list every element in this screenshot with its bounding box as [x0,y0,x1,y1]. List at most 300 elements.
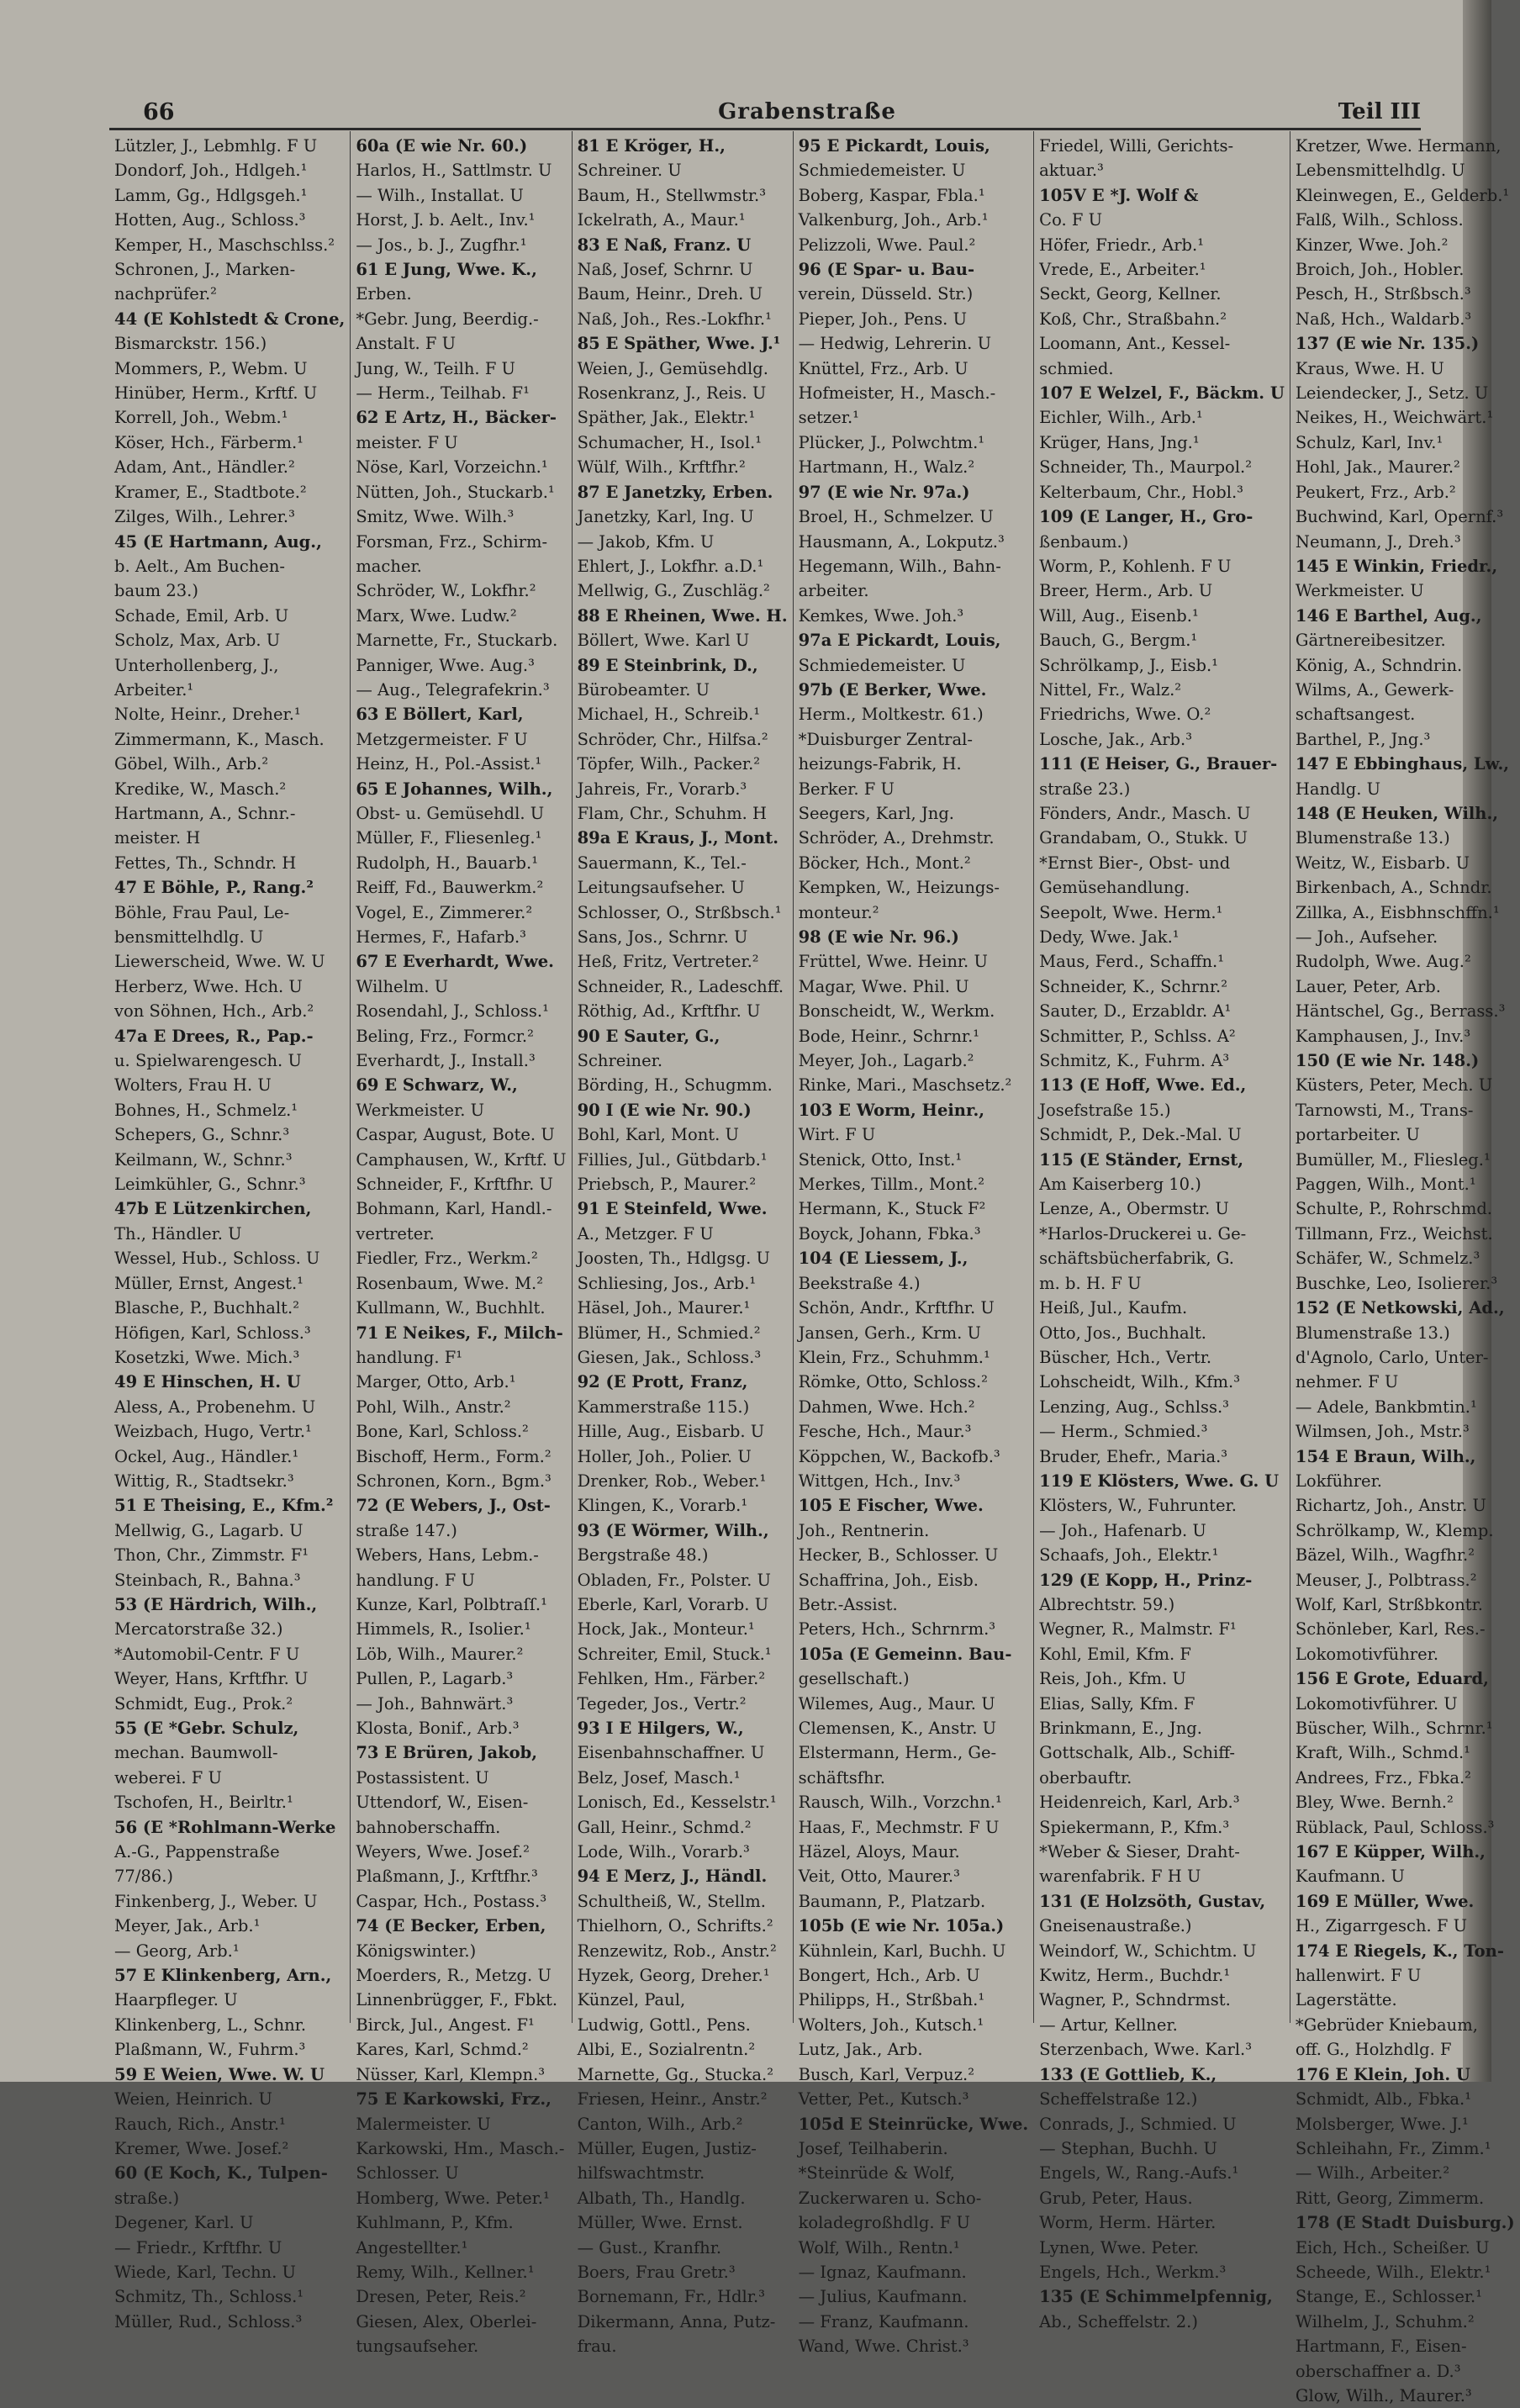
directory-entry: Fillies, Jul., Gütbdarb.¹ [577,1149,768,1170]
directory-entry: Heidenreich, Karl, Arb.³ [1039,1793,1240,1813]
directory-entry: 129 (E Kopp, H., Prinz- [1039,1570,1253,1590]
directory-entry: Tegeder, Jos., Vertr.² [577,1693,747,1714]
directory-entry: Barthel, P., Jng.³ [1295,729,1431,749]
directory-entry: Herm., Moltkestr. 61.) [798,705,984,725]
directory-entry: Schröder, Chr., Hilfsa.² [577,729,768,749]
directory-entry: Göbel, Wilh., Arb.² [114,754,269,774]
directory-entry: *Harlos-Druckerei u. Ge- [1039,1223,1247,1244]
directory-entry: 56 (E *Rohlmann-Werke [114,1817,336,1837]
directory-entry: 45 (E Hartmann, Aug., [114,531,322,552]
directory-entry: Schröder, A., Drehmstr. [798,828,995,848]
directory-entry: Beling, Frz., Formcr.² [356,1026,534,1046]
directory-entry: 75 E Karkowski, Frz., [356,2089,552,2110]
directory-entry: Degener, Karl. U [114,2213,254,2233]
directory-entry: Obst- u. Gemüsehdl. U [356,803,545,823]
directory-entry: Holler, Joh., Polier. U [577,1446,752,1466]
directory-entry: 90 E Sauter, G., [577,1026,720,1046]
directory-entry: 90 I (E wie Nr. 90.) [577,1100,752,1120]
directory-entry: 119 E Klösters, Wwe. G. U [1039,1471,1280,1491]
directory-entry: gesellschaft.) [798,1669,910,1689]
directory-entry: Eisenbahnschaffner. U [577,1743,765,1763]
directory-entry: Homberg, Wwe. Peter.¹ [356,2188,550,2208]
directory-entry: Wessel, Hub., Schloss. U [114,1249,320,1269]
directory-entry: Rudolph, H., Bauarb.¹ [356,853,539,873]
directory-entry: Naß, Joh., Res.-Lokfhr.¹ [577,309,772,329]
directory-entry: Smitz, Wwe. Wilh.³ [356,507,515,527]
directory-entry: Brinkmann, E., Jng. [1039,1719,1202,1738]
directory-entry: Elstermann, Herm., Ge- [798,1743,997,1763]
directory-entry: vertreter. [356,1223,435,1244]
directory-entry: Giesen, Jak., Schloss.³ [577,1347,762,1367]
directory-entry: Kunze, Karl, Polbtraſſ.¹ [356,1594,547,1614]
directory-entry: schaftsangest. [1295,705,1416,725]
directory-entry: 60a (E wie Nr. 60.) [356,136,528,156]
directory-entry: — Jakob, Kfm. U [577,531,715,552]
directory-entry: Bonscheidt, W., Werkm. [798,1001,995,1022]
directory-entry: 62 E Artz, H., Bäcker- [356,408,557,428]
directory-entry: Eberle, Karl, Vorarb. U [577,1594,769,1614]
directory-entry: Wolters, Joh., Kutsch.¹ [798,2015,984,2035]
directory-entry: weberei. F U [114,1767,222,1788]
directory-entry: Reis, Joh., Kfm. U [1039,1669,1186,1689]
directory-entry: warenfabrik. F H U [1039,1867,1201,1887]
directory-entry: 154 E Braun, Wilh., [1295,1446,1476,1466]
directory-entry: 47a E Drees, R., Pap.- [114,1026,314,1046]
directory-entry: 109 (E Langer, H., Gro- [1039,507,1253,527]
directory-entry: *Duisburger Zentral- [798,729,973,749]
directory-entry: Kares, Karl, Schmd.² [356,2040,529,2060]
directory-entry: Glow, Wilh., Maurer.³ [1295,2385,1472,2405]
directory-entry: 105 E Fischer, Wwe. [798,1496,984,1516]
directory-entry: Mercatorstraße 32.) [114,1619,283,1640]
directory-entry: Dondorf, Joh., Hdlgeh.¹ [114,161,308,181]
directory-entry: Rauch, Rich., Anstr.¹ [114,2114,286,2134]
directory-entry: 176 E Klein, Joh. U [1295,2064,1470,2084]
directory-entry: Werkmeister. U [356,1100,485,1120]
directory-entry: Blümer, H., Schmied.² [577,1323,761,1343]
directory-entry: Maus, Ferd., Schaffn.¹ [1039,952,1225,972]
directory-entry: Herberz, Wwe. Hch. U [114,976,303,996]
directory-entry: Schreiter, Emil, Stuck.¹ [577,1644,772,1664]
directory-entry: Dresen, Peter, Reis.² [356,2287,526,2307]
directory-entry: Schulte, P., Rohrschmd. [1295,1199,1493,1219]
directory-entry: Häsel, Joh., Maurer.¹ [577,1298,751,1318]
directory-entry: Pieper, Joh., Pens. U [798,309,967,329]
directory-entry: Weizbach, Hugo, Vertr.¹ [114,1422,312,1442]
directory-entry: Reiff, Fd., Bauwerkm.² [356,878,544,898]
directory-entry: Bley, Wwe. Bernh.² [1295,1793,1454,1813]
directory-entry: schmied. [1039,358,1114,378]
directory-entry: 105V E *J. Wolf & [1039,185,1199,205]
directory-entry: Wolf, Wilh., Rentn.¹ [798,2237,960,2258]
directory-entry: Böcker, Hch., Mont.² [798,853,971,873]
directory-entry: Falß, Wilh., Schloss. [1295,210,1464,230]
directory-entry: Breer, Herm., Arb. U [1039,581,1213,601]
directory-entry: 145 E Winkin, Friedr., [1295,556,1498,576]
directory-entry: Losche, Jak., Arb.³ [1039,729,1193,749]
directory-entry: — Gust., Kranfhr. [577,2237,722,2258]
directory-entry: hilfswachtmstr. [577,2163,705,2184]
directory-entry: Bürobeamter. U [577,679,710,700]
directory-entry: macher. [356,556,422,576]
directory-entry: Pullen, P., Lagarb.³ [356,1669,514,1689]
directory-entry: — Herm., Teilhab. F¹ [356,383,530,404]
directory-entry: 83 E Naß, Franz. U [577,235,752,255]
directory-entry: Lauer, Peter, Arb. [1295,976,1441,996]
directory-entry: — Joh., Hafenarb. U [1039,1520,1206,1540]
directory-entry: Schliesing, Jos., Arb.¹ [577,1273,757,1293]
directory-entry: Caspar, Hch., Postass.³ [356,1891,547,1911]
directory-entry: Bongert, Hch., Arb. U [798,1966,980,1986]
directory-entry: Nolte, Heinr., Dreher.¹ [114,705,301,725]
directory-entry: d'Agnolo, Carlo, Unter- [1295,1347,1489,1367]
directory-entry: 74 (E Becker, Erben, [356,1916,546,1936]
directory-entry: 93 (E Wörmer, Wilh., [577,1520,769,1540]
directory-entry: 89 E Steinbrink, D., [577,655,758,675]
directory-entry: 96 (E Spar- u. Bau- [798,260,975,280]
directory-entry: Höfer, Friedr., Arb.¹ [1039,235,1205,255]
running-title: Grabenstraße [718,99,896,124]
directory-entry: Angestellter.¹ [356,2237,468,2258]
directory-entry: Ludwig, Gottl., Pens. [577,2015,751,2035]
directory-entry: straße 23.) [1039,779,1131,799]
directory-entry: Hohl, Jak., Maurer.² [1295,457,1460,478]
directory-entry: Caspar, August, Bote. U [356,1125,555,1145]
directory-entry: 53 (E Härdrich, Wilh., [114,1594,318,1614]
directory-entry: Schneider, F., Krftfhr. U [356,1175,553,1195]
directory-entry: Seckt, Georg, Kellner. [1039,284,1222,304]
directory-entry: 133 (E Gottlieb, K., [1039,2064,1217,2084]
directory-entry: Michael, H., Schreib.¹ [577,705,761,725]
directory-entry: Wolters, Frau H. U [114,1075,272,1096]
directory-entry: Ockel, Aug., Händler.¹ [114,1446,299,1466]
columns [109,131,1515,2405]
directory-entry: Heß, Fritz, Vertreter.² [577,952,759,972]
directory-entry: Dedy, Wwe. Jak.¹ [1039,927,1180,947]
directory-entry: Flam, Chr., Schuhm. H [577,803,767,823]
directory-entry: Sterzenbach, Wwe. Karl.³ [1039,2040,1253,2060]
directory-entry: Nüsser, Karl, Klempn.³ [356,2064,546,2084]
directory-entry: Paggen, Wilh., Mont.¹ [1295,1175,1476,1195]
directory-entry: Hermann, K., Stuck F² [798,1199,986,1219]
directory-entry: Büscher, Hch., Vertr. [1039,1347,1212,1367]
directory-entry: Thielhorn, O., Schrifts.² [577,1916,773,1936]
directory-entry: Stenick, Otto, Inst.¹ [798,1149,963,1170]
directory-entry: Schröder, W., Lokfhr.² [356,581,536,601]
directory-entry: Börding, H., Schugmm. [577,1075,773,1096]
directory-entry: Schrölkamp, W., Klemp. [1295,1520,1494,1540]
directory-entry: meister. H [114,828,201,848]
directory-entry: arbeiter. [798,581,869,601]
directory-entry: Karkowski, Hm., Masch.- [356,2138,565,2158]
directory-entry: Ehlert, J., Lokfhr. a.D.¹ [577,556,764,576]
directory-entry: Malermeister. U [356,2114,491,2134]
directory-entry: Mommers, P., Webm. U [114,358,308,378]
directory-entry: Unterhollenberg, J., [114,655,279,675]
directory-entry: Häzel, Aloys, Maur. [798,1842,960,1862]
directory-entry: *Ernst Bier-, Obst- und [1039,853,1231,873]
directory-entry: Albrechtstr. 59.) [1039,1594,1175,1614]
directory-entry: monteur.² [798,902,879,922]
directory-entry: — Friedr., Krftfhr. U [114,2237,282,2258]
directory-entry: Schultheiß, W., Stellm. [577,1891,766,1911]
directory-entry: — Herm., Schmied.³ [1039,1422,1208,1442]
directory-entry: Gärtnereibesitzer. [1295,631,1446,651]
directory-entry: Köppchen, W., Backofb.³ [798,1446,1000,1466]
directory-entry: Plücker, J., Polwchtm.¹ [798,432,985,452]
directory-entry: — Stephan, Buchh. U [1039,2138,1217,2158]
directory-entry: 137 (E wie Nr. 135.) [1295,334,1480,354]
directory-entry: Buchwind, Karl, Opernf.³ [1295,507,1504,527]
directory-entry: Arbeiter.¹ [114,679,194,700]
directory-entry: Wirt. F U [798,1125,876,1145]
directory-entry: 88 E Rheinen, Wwe. H. [577,605,788,626]
directory-entry: Küsters, Peter, Mech. U [1295,1075,1493,1096]
directory-entry: Worm, Herm. Härter. [1039,2213,1217,2233]
directory-entry: Co. F U [1039,210,1103,230]
directory-entry: 111 (E Heiser, G., Brauer- [1039,754,1278,774]
directory-entry: Josef, Teilhaberin. [798,2138,948,2158]
directory-entry: 47b E Lützenkirchen, [114,1199,312,1219]
directory-entry: Eichler, Wilh., Arb.¹ [1039,408,1203,428]
directory-entry: Schmidt, P., Dek.-Mal. U [1039,1125,1242,1145]
directory-entry: Seegers, Karl, Jng. [798,803,955,823]
directory-entry: Berker. F U [798,779,895,799]
directory-entry: Rüblack, Paul, Schloss.³ [1295,1817,1495,1837]
directory-entry: 148 (E Heuken, Wilh., [1295,803,1499,823]
directory-entry: schäftsfhr. [798,1767,885,1788]
directory-entry: Naß, Hch., Waldarb.³ [1295,309,1472,329]
directory-entry: Meyer, Joh., Lagarb.² [798,1051,974,1071]
directory-entry: Broich, Joh., Hobler. [1295,260,1465,280]
directory-entry: 104 (E Liessem, J., [798,1249,968,1269]
directory-entry: Werkmeister. U [1295,581,1424,601]
directory-entry: Marnette, Gg., Stucka.² [577,2064,774,2084]
directory-entry: Blasche, P., Buchhalt.² [114,1298,300,1318]
directory-entry: Pohl, Wilh., Anstr.² [356,1397,511,1417]
header-rule [109,128,1421,130]
directory-entry: 87 E Janetzky, Erben. [577,482,773,502]
directory-entry: Nittel, Fr., Walz.² [1039,679,1182,700]
directory-entry: Dahmen, Wwe. Hch.² [798,1397,975,1417]
directory-entry: Müller, F., Fliesenleg.¹ [356,828,542,848]
directory-entry: ßenbaum.) [1039,531,1129,552]
directory-entry: off. G., Holzhdlg. F [1295,2040,1452,2060]
directory-entry: 69 E Schwarz, W., [356,1075,518,1096]
directory-entry: Keilmann, W., Schnr.³ [114,1149,293,1170]
directory-entry: 105a (E Gemeinn. Bau- [798,1644,1012,1664]
directory-entry: Bumüller, M., Fliesleg.¹ [1295,1149,1491,1170]
directory-entry: 113 (E Hoff, Wwe. Ed., [1039,1075,1247,1096]
directory-entry: Kamphausen, J., Inv.³ [1295,1026,1471,1046]
directory-entry: Bornemann, Fr., Hdlr.³ [577,2287,765,2307]
directory-entry: Buschke, Leo, Isolierer.³ [1295,1273,1498,1293]
directory-entry: nachprüfer.² [114,284,217,304]
directory-entry: Kemkes, Wwe. Joh.³ [798,605,964,626]
directory-entry: Löb, Wilh., Maurer.² [356,1644,524,1664]
directory-entry: Kosetzki, Wwe. Mich.³ [114,1347,300,1367]
directory-entry: 152 (E Netkowski, Ad., [1295,1298,1505,1318]
directory-entry: m. b. H. F U [1039,1273,1142,1293]
directory-entry: — Julius, Kaufmann. [798,2287,968,2307]
directory-entry: Bismarckstr. 156.) [114,334,267,354]
directory-entry: Jung, W., Teilh. F U [356,358,515,378]
directory-entry: Horst, J. b. Aelt., Inv.¹ [356,210,536,230]
directory-entry: Müller, Eugen, Justiz- [577,2138,757,2158]
directory-entry: Kinzer, Wwe. Joh.² [1295,235,1449,255]
directory-entry: Kretzer, Wwe. Hermann, [1295,136,1502,156]
directory-entry: Meuser, J., Polbtrass.² [1295,1570,1477,1590]
directory-entry: Haarpfleger. U [114,1990,238,2010]
directory-entry: Schreiner. [577,1051,663,1071]
directory-entry: Valkenburg, Joh., Arb.¹ [798,210,989,230]
directory-entry: — Joh., Bahnwärt.³ [356,1693,514,1714]
directory-entry: Wegner, R., Malmstr. F¹ [1039,1619,1237,1640]
directory-entry: Schönleber, Karl, Res.- [1295,1619,1486,1640]
directory-entry: Boyck, Johann, Fbka.³ [798,1223,981,1244]
directory-entry: Lamm, Gg., Hdlgsgeh.¹ [114,185,308,205]
directory-entry: Schmidt, Eug., Prok.² [114,1693,293,1714]
directory-entry: Schneider, Th., Maurpol.² [1039,457,1253,478]
directory-entry: Lutz, Jak., Arb. [798,2040,923,2060]
directory-entry: Will, Aug., Eisenb.¹ [1039,605,1199,626]
directory-entry: Hermes, F., Hafarb.³ [356,927,526,947]
directory-entry: Vogel, E., Zimmerer.² [356,902,533,922]
directory-entry: Königswinter.) [356,1941,477,1961]
directory-entry: Friedel, Willi, Gerichts- [1039,136,1234,156]
directory-entry: Zilges, Wilh., Lehrer.³ [114,507,295,527]
directory-entry: Bruder, Ehefr., Maria.³ [1039,1446,1228,1466]
directory-entry: Lenzing, Aug., Schlss.³ [1039,1397,1229,1417]
directory-entry: Schulz, Karl, Inv.¹ [1295,432,1443,452]
directory-entry: straße.) [114,2188,180,2208]
directory-entry: Rudolph, Wwe. Aug.² [1295,952,1471,972]
directory-entry: Fehlken, Hm., Färber.² [577,1669,766,1689]
directory-entry: 55 (E *Gebr. Schulz, [114,1719,299,1738]
directory-entry: Mellwig, G., Lagarb. U [114,1520,303,1540]
directory-entry: Sans, Jos., Schrnr. U [577,927,748,947]
directory-entry: A.-G., Pappenstraße [114,1842,280,1862]
directory-entry: Wagner, P., Schndrmst. [1039,1990,1231,2010]
directory-entry: Schaffrina, Joh., Eisb. [798,1570,979,1590]
directory-entry: Kemper, H., Maschschlss.² [114,235,335,255]
directory-entry: Engels, W., Rang.-Aufs.¹ [1039,2163,1239,2184]
directory-entry: Bode, Heinr., Schrnr.¹ [798,1026,980,1046]
directory-entry: Höfigen, Karl, Schloss.³ [114,1323,311,1343]
directory-entry: Magar, Wwe. Phil. U [798,976,969,996]
directory-entry: tungsaufseher. [356,2337,479,2357]
directory-entry: 73 E Brüren, Jakob, [356,1743,538,1763]
directory-entry: Jansen, Gerh., Krm. U [798,1323,981,1343]
directory-entry: Früttel, Wwe. Heinr. U [798,952,988,972]
column-2 [350,131,571,2357]
directory-entry: Zimmermann, K., Masch. [114,729,325,749]
directory-entry: Kühnlein, Karl, Buchh. U [798,1941,1006,1961]
directory-entry: — Joh., Aufseher. [1295,927,1438,947]
directory-entry: *Gebrüder Kniebaum, [1295,2015,1478,2035]
directory-entry: Am Kaiserberg 10.) [1039,1175,1201,1195]
directory-entry: handlung. F¹ [356,1347,463,1367]
column-6 [1290,131,1520,2405]
directory-entry: Schumacher, H., Isol.¹ [577,432,763,452]
directory-entry: handlung. F U [356,1570,475,1590]
directory-entry: 103 E Worm, Heinr., [798,1100,985,1120]
directory-entry: Anstalt. F U [356,334,457,354]
directory-entry: Bone, Karl, Schloss.² [356,1422,529,1442]
directory-entry: Lokführer. [1295,1471,1382,1491]
directory-entry: verein, Düsseld. Str.) [798,284,974,304]
directory-entry: schäftsbücherfabrik, G. [1039,1249,1234,1269]
directory-entry: Friesen, Heinr., Anstr.² [577,2089,768,2110]
directory-entry: Sauter, D., Erzabldr. A¹ [1039,1001,1232,1022]
directory-entry: oberbauftr. [1039,1767,1132,1788]
directory-entry: Schronen, J., Marken- [114,260,296,280]
directory-entry: Weindorf, W., Schichtm. U [1039,1941,1257,1961]
directory-entry: Belz, Josef, Masch.¹ [577,1767,741,1788]
directory-entry: Bäzel, Wilh., Wagfhr.² [1295,1545,1475,1566]
directory-entry: Töpfer, Wilh., Packer.² [577,754,761,774]
directory-entry: Seepolt, Wwe. Herm.¹ [1039,902,1223,922]
directory-entry: Mellwig, G., Zuschläg.² [577,581,770,601]
directory-entry: Kohl, Emil, Kfm. F [1039,1644,1191,1664]
directory-entry: bahnoberschaffn. [356,1817,501,1837]
directory-entry: 72 (E Webers, J., Ost- [356,1496,551,1516]
directory-entry: Dikermann, Anna, Putz- [577,2311,776,2331]
directory-entry: Fiedler, Frz., Werkm.² [356,1249,538,1269]
directory-entry: Engels, Hch., Werkm.³ [1039,2262,1227,2282]
directory-entry: Heiß, Jul., Kaufm. [1039,1298,1188,1318]
directory-entry: Canton, Wilh., Arb.² [577,2114,743,2134]
directory-entry: Veit, Otto, Maurer.³ [798,1867,960,1887]
directory-entry: Ab., Scheffelstr. 2.) [1039,2311,1198,2331]
directory-entry: Hegemann, Wilh., Bahn- [798,556,1001,576]
directory-entry: Schön, Andr., Krftfhr. U [798,1298,995,1318]
directory-entry: Sauermann, K., Tel.- [577,853,747,873]
directory-entry: 49 E Hinschen, H. U [114,1372,301,1392]
directory-entry: Kelterbaum, Chr., Hobl.³ [1039,482,1243,502]
directory-entry: Kraft, Wilh., Schmd.¹ [1295,1743,1470,1763]
directory-entry: — Franz, Kaufmann. [798,2311,969,2331]
directory-entry: Gall, Heinr., Schmd.² [577,1817,752,1837]
directory-entry: Müller, Wwe. Ernst. [577,2213,743,2233]
directory-entry: 107 E Welzel, F., Bäckm. U [1039,383,1285,404]
directory-entry: Gemüsehandlung. [1039,878,1190,898]
directory-entry: portarbeiter. U [1295,1125,1420,1145]
directory-entry: Lokomotivführer. U [1295,1693,1458,1714]
directory-entry: Spiekermann, P., Kfm.³ [1039,1817,1230,1837]
directory-entry: Scheffelstraße 12.) [1039,2089,1198,2110]
directory-entry: Neumann, J., Dreh.³ [1295,531,1461,552]
directory-entry: — Georg, Arb.¹ [114,1941,240,1961]
directory-entry: — Aug., Telegrafekrin.³ [356,679,550,700]
directory-entry: Janetzky, Karl, Ing. U [577,507,754,527]
directory-entry: Klein, Frz., Schuhmm.¹ [798,1347,990,1367]
directory-entry: Leiendecker, J., Setz. U [1295,383,1489,404]
column-1 [109,131,350,2331]
directory-entry: Wülf, Wilh., Krftfhr.² [577,457,746,478]
directory-entry: — Wilh., Installat. U [356,185,524,205]
directory-entry: 57 E Klinkenberg, Arn., [114,1966,332,1986]
directory-entry: Römke, Otto, Schloss.² [798,1372,988,1392]
directory-entry: Obladen, Fr., Polster. U [577,1570,771,1590]
directory-entry: Köser, Hch., Färberm.¹ [114,432,303,452]
directory-entry: Busch, Karl, Verpuz.² [798,2064,975,2084]
directory-entry: Wilhelm, J., Schuhm.² [1295,2311,1475,2331]
directory-entry: Remy, Wilh., Kellner.¹ [356,2262,535,2282]
directory-entry: Schlosser. U [356,2163,459,2184]
directory-entry: Betr.-Assist. [798,1594,898,1614]
directory-entry: Tschofen, H., Beirltr.¹ [114,1793,293,1813]
